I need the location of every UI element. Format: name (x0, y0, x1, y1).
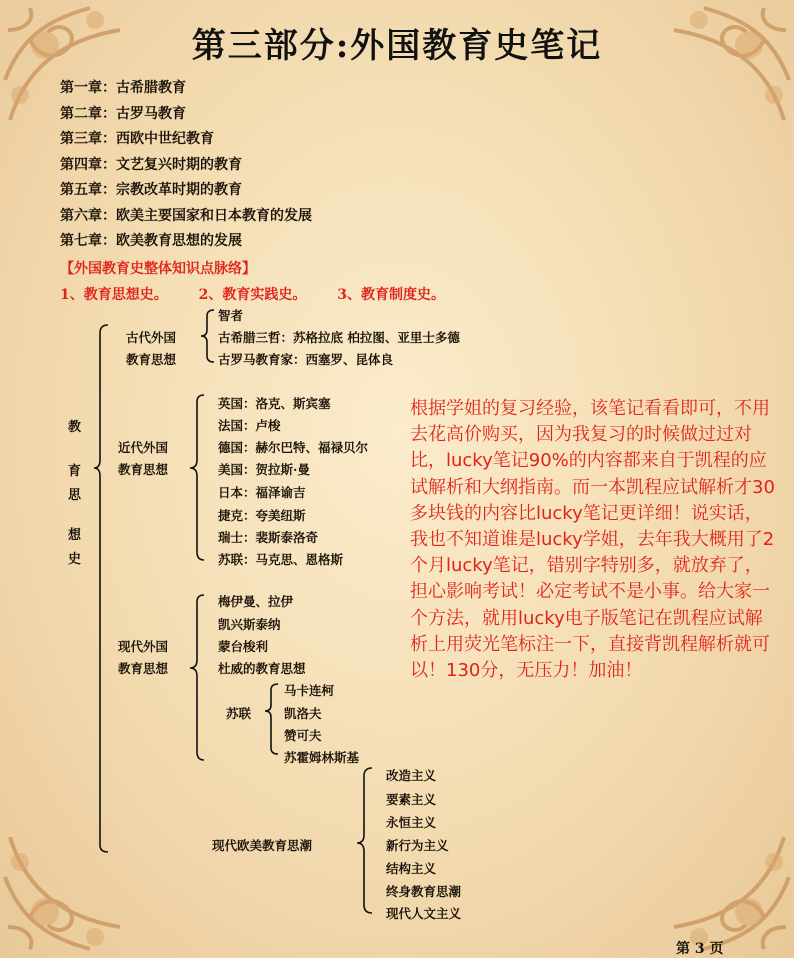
framework-item: 2、教育实践史。 (198, 287, 307, 303)
framework-item: 3、教育制度史。 (337, 287, 445, 303)
ancient-item: 古希腊三哲：苏格拉底 柏拉图、亚里士多德 (218, 330, 460, 345)
advice-note: 根据学姐的复习经验，该笔记看看即可，不用去花高价购买，因为我复习的时候做过过对比，lucky笔记90%的内容都来自于凯程的应试解析和大纲指南。而一本凯程应试解析才30多块钱的内容比lucky笔记更详细！说实话，我也不知道谁是lucky学姐，去年我大概用了2个月lucky笔记，错别字特别多，就放弃了，担心影响考试！必定考试不是小事。给大家一个方法，就用lucky电子版笔记在凯程应试解析上用荧光笔标注一下，直接背凯程解析就可以！130分，无压力！加油！ (410, 398, 775, 682)
modern-item: 蒙台梭利 (218, 639, 269, 654)
ancient-item: 古罗马教育家：西塞罗、昆体良 (218, 352, 394, 367)
early-modern-item: 美国：贺拉斯·曼 (218, 462, 310, 477)
modern-label: 现代外国 (118, 639, 169, 654)
western-label: 现代欧美教育思潮 (212, 838, 313, 853)
early-modern-item: 英国：洛克、斯宾塞 (218, 396, 331, 411)
framework-heading: 【外国教育史整体知识点脉络】 (60, 261, 256, 277)
framework-item: 1、教育思想史。 (60, 287, 168, 303)
tree-root-char: 思 (68, 488, 82, 503)
early-modern-item: 德国：赫尔巴特、福禄贝尔 (218, 440, 369, 455)
chapter-item: 第一章：古希腊教育 (60, 80, 186, 96)
tree-root-char: 想 (68, 528, 82, 543)
early-modern-item: 捷克：夸美纽斯 (218, 508, 306, 523)
western-item: 现代人文主义 (386, 906, 462, 921)
ancient-label: 教育思想 (126, 352, 177, 367)
tree-root-char: 史 (68, 552, 82, 567)
chapter-item: 第三章：西欧中世纪教育 (60, 131, 214, 147)
modern-item: 杜威的教育思想 (218, 661, 306, 676)
soviet-item: 赞可夫 (284, 728, 322, 743)
chapter-item: 第五章：宗教改革时期的教育 (60, 182, 242, 198)
modern-label: 教育思想 (118, 661, 169, 676)
ancient-item: 智者 (218, 308, 244, 323)
soviet-item: 苏霍姆林斯基 (284, 750, 360, 765)
tree-root-char: 教 (68, 420, 82, 435)
early-modern-label: 近代外国 (118, 440, 169, 455)
page-title: 第三部分:外国教育史笔记 (191, 26, 603, 66)
chapter-item: 第七章：欧美教育思想的发展 (60, 233, 242, 249)
western-item: 终身教育思潮 (386, 884, 462, 899)
ancient-label: 古代外国 (126, 330, 177, 345)
page-number: 第 3 页 (676, 941, 724, 957)
early-modern-label: 教育思想 (118, 462, 169, 477)
western-item: 永恒主义 (386, 815, 437, 830)
early-modern-item: 瑞士：裴斯泰洛奇 (218, 530, 319, 545)
early-modern-item: 法国：卢梭 (218, 418, 281, 433)
early-modern-item: 日本：福泽谕吉 (218, 485, 306, 500)
western-item: 改造主义 (386, 768, 437, 783)
soviet-item: 凯洛夫 (284, 706, 322, 721)
tree-root-char: 育 (68, 464, 82, 479)
western-item: 新行为主义 (386, 838, 449, 853)
soviet-item: 马卡连柯 (284, 683, 335, 698)
early-modern-item: 苏联：马克思、恩格斯 (218, 552, 344, 567)
chapter-item: 第六章：欧美主要国家和日本教育的发展 (60, 207, 312, 224)
chapter-item: 第二章：古罗马教育 (60, 105, 186, 122)
chapter-item: 第四章：文艺复兴时期的教育 (60, 156, 242, 173)
modern-item: 梅伊曼、拉伊 (218, 594, 294, 609)
western-item: 要素主义 (386, 792, 437, 807)
soviet-label: 苏联 (226, 706, 252, 721)
western-item: 结构主义 (386, 861, 437, 876)
modern-item: 凯兴斯泰纳 (218, 617, 281, 632)
